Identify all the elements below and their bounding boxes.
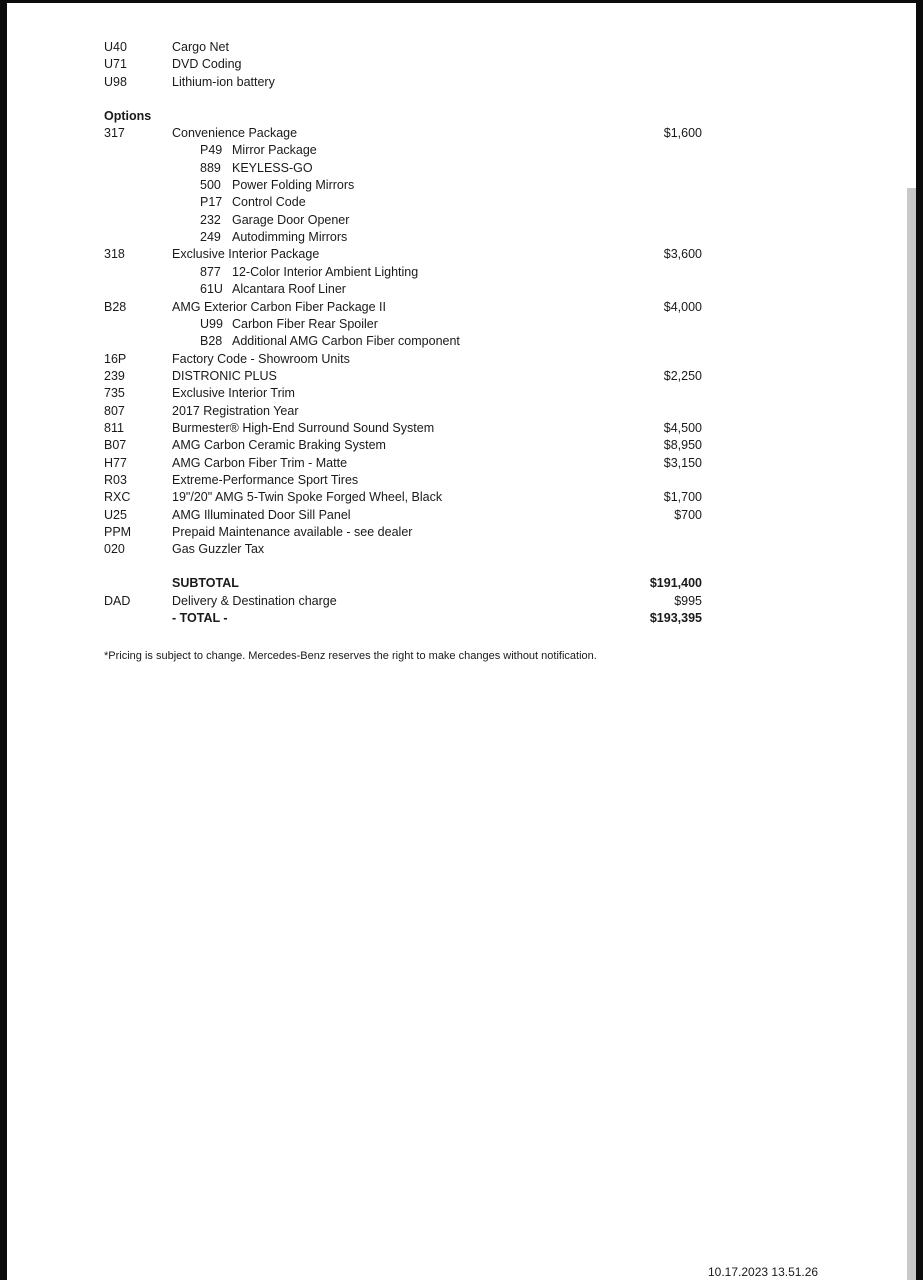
total-label: - TOTAL -: [172, 611, 228, 625]
option-code: B07: [104, 438, 127, 453]
line-item: [7, 74, 916, 91]
delivery-value: $995: [674, 594, 702, 608]
delivery-label: Delivery & Destination charge: [172, 594, 337, 608]
option-code: RXC: [104, 490, 131, 505]
option-description: Convenience Package: [172, 126, 298, 140]
line-item: [7, 56, 916, 73]
sub-item-code: P17: [200, 195, 223, 210]
option-code: 020: [104, 542, 125, 557]
option-row: [7, 299, 916, 316]
option-row: [7, 351, 916, 368]
line-item: [7, 39, 916, 56]
sub-item-description: Garage Door Opener: [232, 212, 350, 227]
pricing-footnote: *Pricing is subject to change. Mercedes-Benz reserves the right to make changes without notification.: [104, 650, 597, 662]
package-sub-item: [7, 142, 916, 159]
sub-item-description: Autodimming Mirrors: [232, 230, 348, 245]
package-sub-item: [7, 264, 916, 281]
option-row: [7, 368, 916, 385]
option-code: 318: [104, 247, 125, 262]
option-description: Gas Guzzler Tax: [172, 542, 265, 557]
sub-item-description: Additional AMG Carbon Fiber component: [232, 334, 460, 349]
delivery-code: DAD: [104, 594, 131, 608]
option-description: Exclusive Interior Trim: [172, 386, 295, 401]
sub-item-description: Mirror Package: [232, 143, 317, 158]
sub-item-code: 889: [200, 160, 221, 175]
option-description: Exclusive Interior Package: [172, 247, 320, 262]
sub-item-code: 232: [200, 212, 221, 227]
option-row: [7, 420, 916, 437]
option-row: [7, 246, 916, 263]
total-row: [7, 610, 916, 627]
option-description: Cargo Net: [172, 40, 229, 54]
option-price: $8,950: [663, 438, 702, 453]
option-code: 239: [104, 368, 125, 383]
option-row: [7, 455, 916, 472]
option-row: [7, 385, 916, 402]
option-price: $4,500: [663, 420, 702, 435]
option-description: AMG Carbon Ceramic Braking System: [172, 438, 386, 453]
option-price: $1,600: [663, 126, 702, 140]
option-code: 807: [104, 403, 125, 418]
option-description: Lithium-ion battery: [172, 75, 275, 89]
option-code: U71: [104, 57, 127, 71]
sub-item-description: 12-Color Interior Ambient Lighting: [232, 264, 419, 279]
package-sub-item: [7, 160, 916, 177]
package-sub-item: [7, 229, 916, 246]
package-sub-item: [7, 281, 916, 298]
option-row: [7, 403, 916, 420]
option-code: R03: [104, 473, 127, 487]
option-description: Prepaid Maintenance available - see dealer: [172, 525, 413, 540]
option-description: 2017 Registration Year: [172, 403, 299, 418]
sub-item-code: P49: [200, 143, 223, 158]
option-description: DVD Coding: [172, 57, 242, 71]
option-code: U40: [104, 40, 127, 54]
option-description: AMG Exterior Carbon Fiber Package II: [172, 299, 386, 314]
option-description: Burmester® High-End Surround Sound System: [172, 420, 435, 435]
sub-item-code: 249: [200, 230, 221, 245]
total-value: $193,395: [649, 611, 702, 625]
subtotal-label: SUBTOTAL: [172, 576, 239, 590]
option-price: $1,700: [663, 490, 702, 505]
option-description: AMG Carbon Fiber Trim - Matte: [172, 455, 348, 470]
option-row: [7, 472, 916, 489]
option-code: U98: [104, 75, 127, 89]
option-row: [7, 437, 916, 454]
package-sub-item: [7, 316, 916, 333]
option-description: Factory Code - Showroom Units: [172, 351, 350, 366]
option-row: [7, 507, 916, 524]
sub-item-code: 500: [200, 178, 221, 193]
option-price: $4,000: [663, 299, 702, 314]
option-code: PPM: [104, 525, 132, 540]
option-code: B28: [104, 299, 127, 314]
sub-item-code: B28: [200, 334, 223, 349]
option-code: 735: [104, 386, 125, 401]
option-row: [7, 489, 916, 506]
option-row: [7, 541, 916, 558]
package-sub-item: [7, 177, 916, 194]
option-row: [7, 524, 916, 541]
option-row: [7, 125, 916, 142]
package-sub-item: [7, 333, 916, 350]
option-description: Extreme-Performance Sport Tires: [172, 473, 359, 487]
package-sub-item: [7, 212, 916, 229]
sub-item-description: Carbon Fiber Rear Spoiler: [232, 316, 378, 331]
document-page: [7, 3, 916, 1280]
sub-item-description: KEYLESS-GO: [232, 160, 313, 175]
option-price: $3,150: [663, 455, 702, 470]
sub-item-description: Power Folding Mirrors: [232, 178, 355, 193]
option-code: 317: [104, 126, 125, 140]
sub-item-code: U99: [200, 316, 223, 331]
timestamp: 10.17.2023 13.51.26: [708, 1265, 819, 1279]
sub-item-code: 61U: [200, 282, 223, 297]
subtotal-value: $191,400: [649, 576, 702, 590]
subtotal-row: [7, 575, 916, 592]
option-code: 16P: [104, 351, 127, 366]
sub-item-code: 877: [200, 264, 221, 279]
options-heading-row: [7, 108, 916, 125]
option-description: DISTRONIC PLUS: [172, 368, 277, 383]
options-heading: Options: [104, 109, 152, 123]
sub-item-description: Alcantara Roof Liner: [232, 282, 346, 297]
scrollbar[interactable]: [907, 188, 916, 1280]
option-code: 811: [104, 420, 124, 435]
option-description: 19"/20" AMG 5-Twin Spoke Forged Wheel, Black: [172, 490, 443, 505]
sub-item-description: Control Code: [232, 195, 306, 210]
option-code: U25: [104, 507, 127, 522]
option-price: $2,250: [663, 368, 702, 383]
option-description: AMG Illuminated Door Sill Panel: [172, 507, 351, 522]
package-sub-item: [7, 194, 916, 211]
option-code: H77: [104, 455, 127, 470]
delivery-row: [7, 593, 916, 610]
option-price: $700: [674, 507, 702, 522]
option-price: $3,600: [663, 247, 702, 262]
